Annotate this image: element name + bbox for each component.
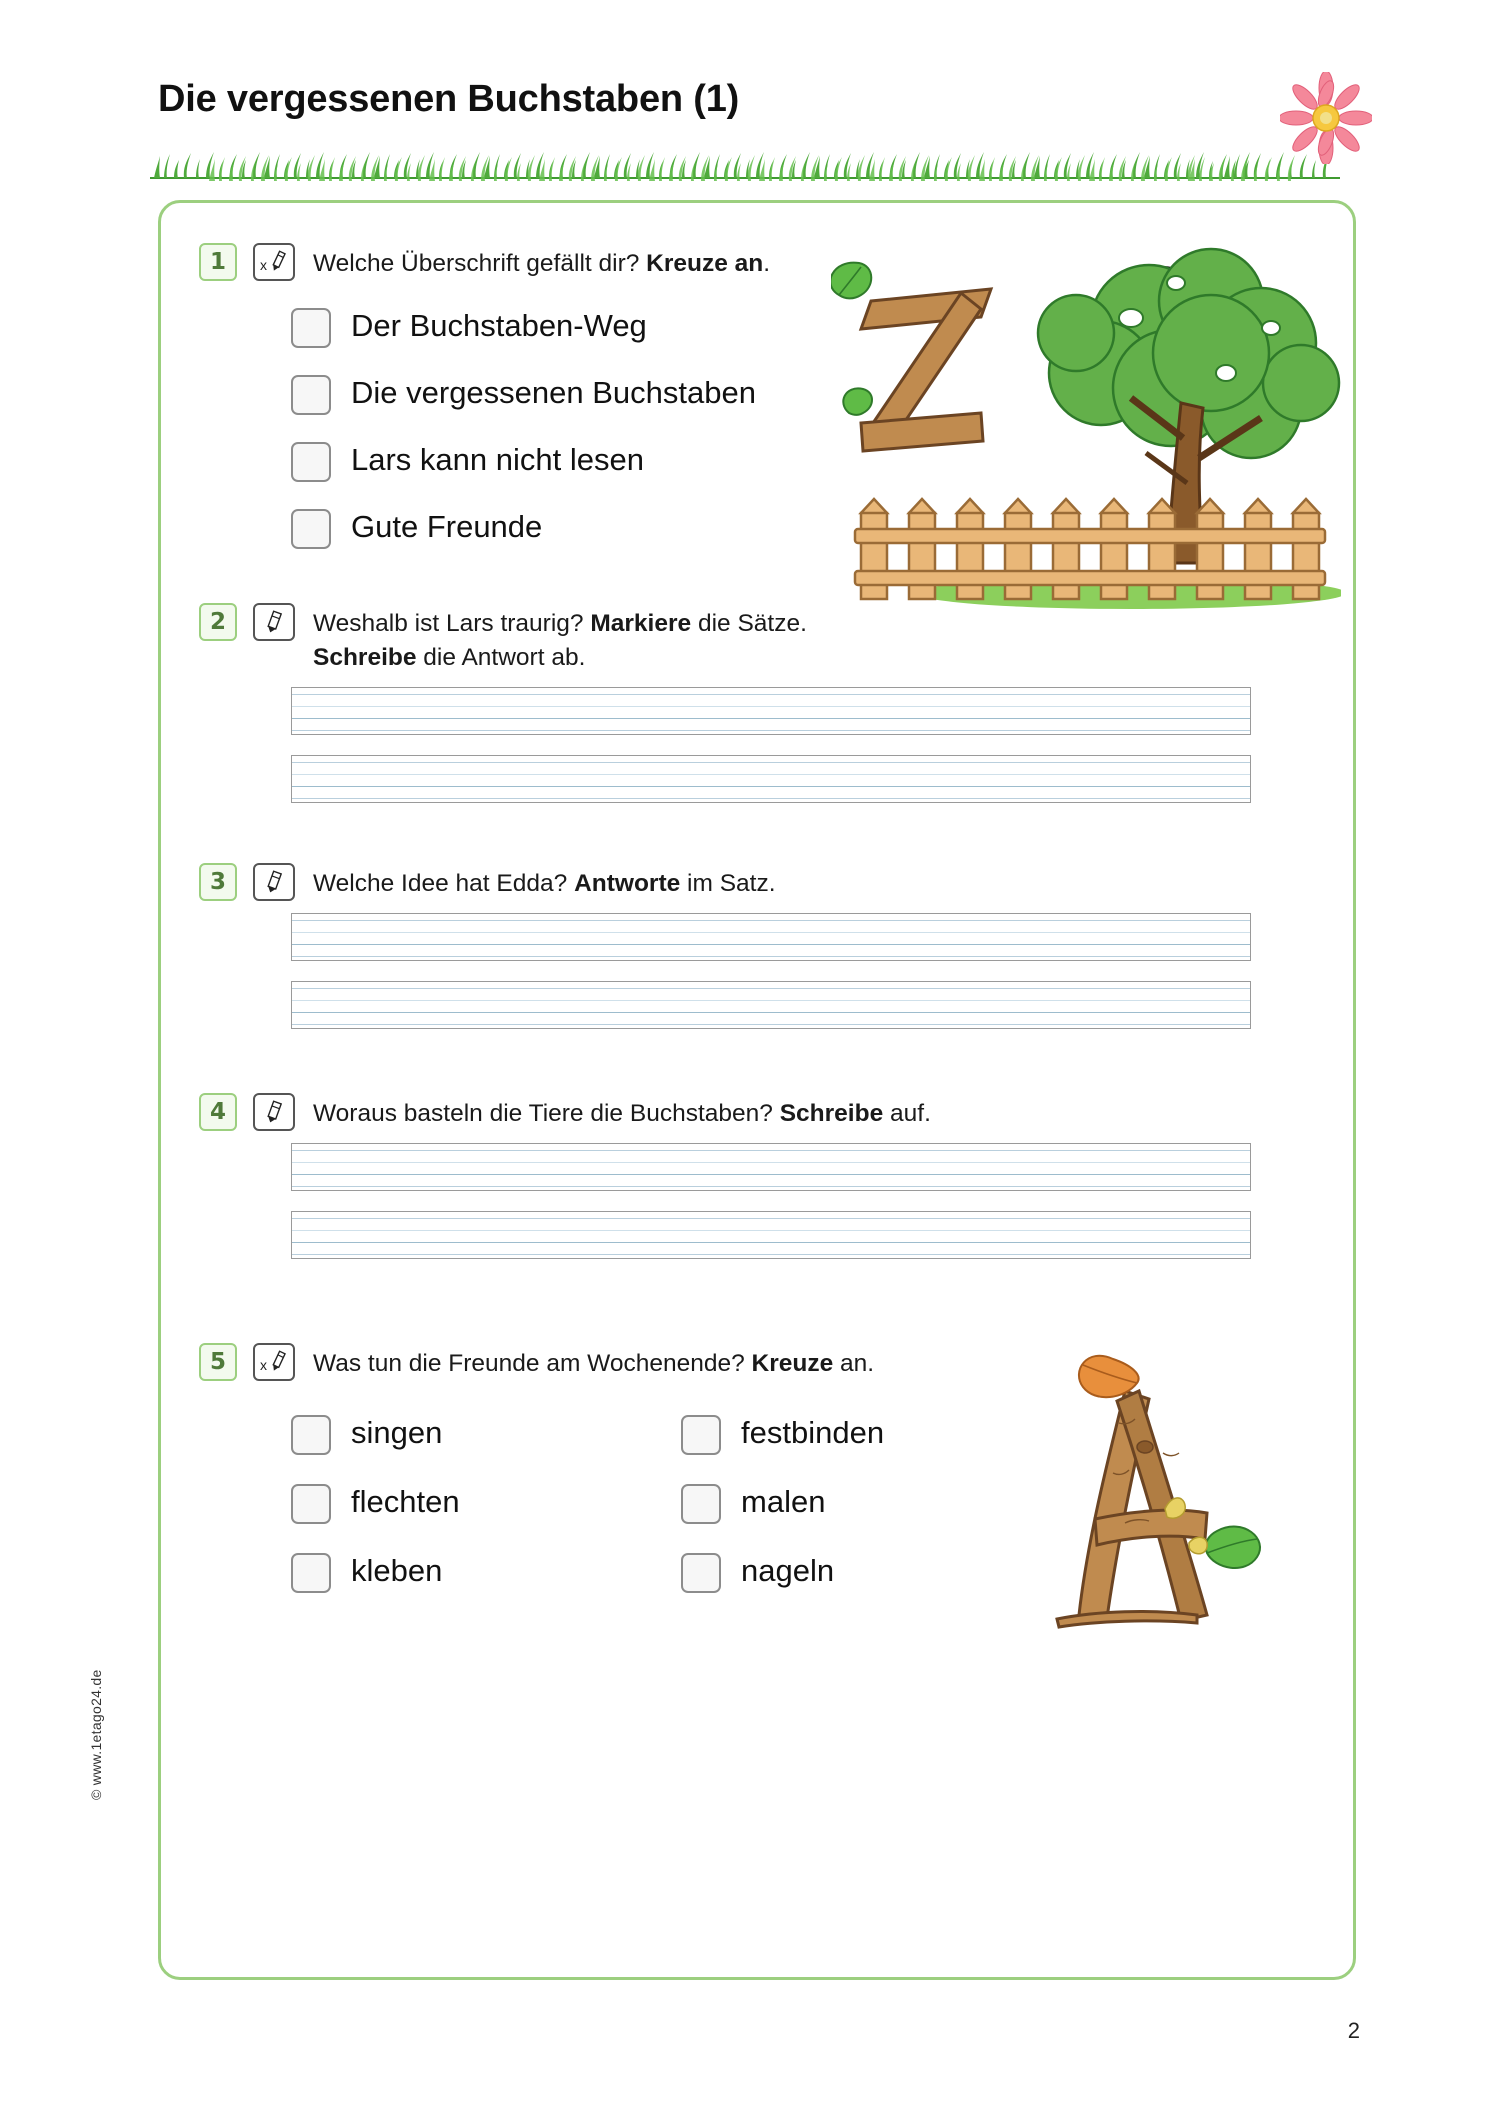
answer-line-2-2[interactable] xyxy=(291,755,1251,803)
task-3-text-c: im Satz. xyxy=(680,870,776,897)
answer-line-4-1[interactable] xyxy=(291,1143,1251,1191)
task-3-text-b: Antworte xyxy=(574,870,681,897)
task-1-text-b: Kreuze an xyxy=(646,250,764,277)
task-5-text-a: Was tun die Freunde am Wochenende? xyxy=(313,1350,752,1377)
grass-border-decoration xyxy=(150,140,1340,182)
copyright-credit: © www.1etago24.de xyxy=(88,1669,104,1800)
answer-line-2-1[interactable] xyxy=(291,687,1251,735)
answer-line-3-1[interactable] xyxy=(291,913,1251,961)
page-title: Die vergessenen Buchstaben (1) xyxy=(158,78,740,120)
task-3-text-a: Welche Idee hat Edda? xyxy=(313,870,575,897)
task-4-number: 4 xyxy=(199,1093,237,1131)
checkbox-option-5-nageln-label: nageln xyxy=(741,1553,835,1588)
page-header xyxy=(158,78,1358,121)
checkbox-option-1[interactable] xyxy=(291,308,331,348)
checkbox-option-3[interactable] xyxy=(291,442,331,482)
svg-text:x: x xyxy=(260,1357,267,1373)
checkbox-option-5-nageln[interactable] xyxy=(681,1553,721,1593)
cross-pencil-icon xyxy=(253,243,295,281)
pencil-icon xyxy=(253,1093,295,1131)
pencil-icon xyxy=(253,863,295,901)
cross-pencil-icon xyxy=(253,1343,295,1381)
svg-text:x: x xyxy=(260,257,267,273)
task-5-text-c: an. xyxy=(833,1350,875,1377)
checkbox-option-5-kleben[interactable] xyxy=(291,1553,331,1593)
checkbox-option-5-flechten[interactable] xyxy=(291,1484,331,1524)
task-5-instruction xyxy=(313,1347,1093,1381)
checkbox-option-5-festbinden-label: festbinden xyxy=(741,1415,885,1450)
checkbox-option-5-kleben-label: kleben xyxy=(351,1553,443,1588)
checkbox-option-4-label: Gute Freunde xyxy=(351,509,543,544)
checkbox-option-5-singen-label: singen xyxy=(351,1415,443,1450)
answer-line-3-2[interactable] xyxy=(291,981,1251,1029)
flower-icon xyxy=(1280,72,1372,164)
task-2-text-d: Schreibe xyxy=(313,644,417,671)
pencil-icon xyxy=(253,603,295,641)
task-5-number: 5 xyxy=(199,1343,237,1381)
answer-line-4-2[interactable] xyxy=(291,1211,1251,1259)
checkbox-option-1-label: Der Buchstaben-Weg xyxy=(351,308,647,343)
task-2-text-a: Weshalb ist Lars traurig? xyxy=(313,610,591,637)
grass-icon xyxy=(150,140,1340,182)
task-2-number: 2 xyxy=(199,603,237,641)
checkbox-option-3-label: Lars kann nicht lesen xyxy=(351,442,644,477)
task-4-text-c: auf. xyxy=(883,1100,931,1127)
checkbox-option-2-label: Die vergessenen Buchstaben xyxy=(351,375,756,410)
task-1-text-a: Welche Überschrift gefällt dir? xyxy=(313,250,647,277)
task-3-number: 3 xyxy=(199,863,237,901)
task-5-text-b: Kreuze xyxy=(751,1350,834,1377)
tree-with-fence-and-letter-z-illustration xyxy=(831,223,1341,613)
exercise-container xyxy=(158,200,1356,1980)
task-4-text-a: Woraus basteln die Tiere die Buchstaben? xyxy=(313,1100,780,1127)
task-4-instruction xyxy=(313,1097,1173,1131)
checkbox-option-5-singen[interactable] xyxy=(291,1415,331,1455)
checkbox-option-5-festbinden[interactable] xyxy=(681,1415,721,1455)
task-2-text-c: die Sätze. xyxy=(691,610,807,637)
letter-a-from-sticks-illustration xyxy=(1021,1343,1321,1633)
task-1-number: 1 xyxy=(199,243,237,281)
checkbox-option-2[interactable] xyxy=(291,375,331,415)
task-1-text-c: . xyxy=(763,250,771,277)
task-2-text-b: Markiere xyxy=(590,610,692,637)
checkbox-option-5-flechten-label: flechten xyxy=(351,1484,460,1519)
task-2-instruction xyxy=(313,607,1133,675)
checkbox-option-5-malen[interactable] xyxy=(681,1484,721,1524)
task-2-text-e: die Antwort ab. xyxy=(416,644,586,671)
checkbox-option-5-malen-label: malen xyxy=(741,1484,826,1519)
page-number: 2 xyxy=(1347,2018,1360,2043)
checkbox-option-4[interactable] xyxy=(291,509,331,549)
task-4-text-b: Schreibe xyxy=(779,1100,884,1127)
task-3-instruction xyxy=(313,867,1133,901)
